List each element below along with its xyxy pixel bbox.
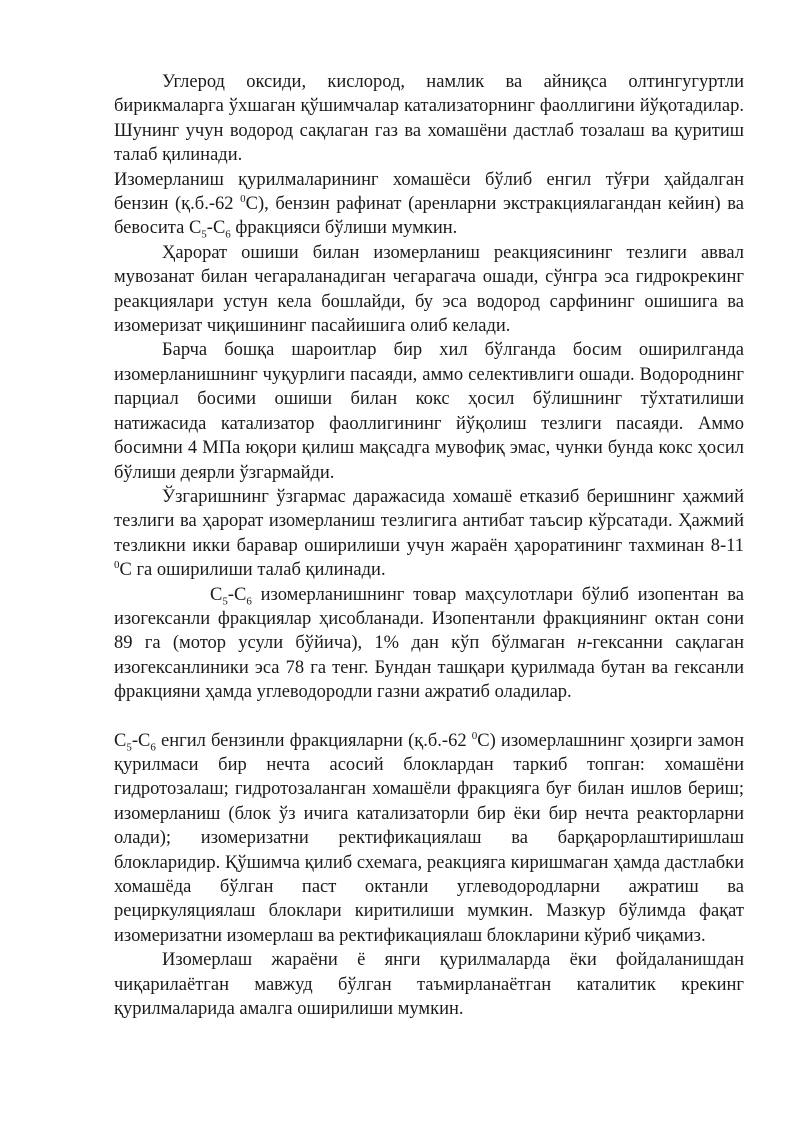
- document-page: [114, 70, 744, 1021]
- paragraph-6: [114, 583, 744, 705]
- paragraph-8: [114, 948, 744, 1021]
- paragraph-2-text-b: С), бензин рафинат (аренларни экстракциялагандан кейин) ва бевосита С: [114, 194, 744, 239]
- degree-superscript: 0: [471, 729, 478, 742]
- paragraph-5-text-a: Ўзгаришнинг ўзгармас даражасида хомашё етказиб беришнинг ҳажмий тезлиги ва ҳарорат изомерланиш тезлигига антибат таъсир кўрсатади. Ҳажмий тезликни икки баравар оширилиши учун жараён ҳароратининг тахминан 8-11: [114, 486, 744, 556]
- paragraph-4-text: Барча бошқа шароитлар бир хил бўлганда босим оширилганда изомерланишнинг чуқурлиги пасаяди, аммо селективлиги ошади. Водороднинг парциал босими ошиши билан кокс ҳосил бўлишнинг тўхтатилиши натижасида катализатор фаоллигининг йўқолиш тезлиги пасаяди. Аммо босимни 4 МПа юқори қилиш мақсадга мувофиқ эмас, чунки бунда кокс ҳосил бўлиши деярли ўзгармайди.: [114, 340, 744, 483]
- paragraph-1-text: Углерод оксиди, кислород, намлик ва айниқса олтингугуртли бирикмаларга ўхшаган қўшимчалар катализаторнинг фаоллигини йўқотадилар. Шунинг учун водород сақлаган газ ва хомашёни дастлаб тозалаш ва қуритиш талаб қилинади.: [114, 72, 744, 166]
- paragraph-4: [114, 338, 744, 484]
- paragraph-6-text-c: изомерланишнинг товар маҳсулотлари бўлиб изопентан ва изогексанли фракциялар ҳисобланади. Изопентанли фракциянинг октан сони 89 га (мотор усули бўйича), 1% дан кўп бўлмаган: [114, 584, 744, 654]
- paragraph-7-text-d: С) изомерлашнинг ҳозирги замон қурилмаси бир нечта асосий блоклардан таркиб топган: хомашёни гидротозалаш; гидротозаланган хомашёли фракцияга буғ билан ишлов бериш; изомерланиш (блок ўз ичига катализаторли бир ёки бир нечта реакторларни олади); изомеризатни ректификациялаш ва барқарорлаштиришлаш блокларидир. Қўшимча қилиб схемага, реакцияга киришмаган ҳамда дастлабки хомашёда бўлган паст октанли углеводородларни ажратиш ва рециркуляциялаш блоклари киритилиши мумкин. Мазкур бўлимда фақат изомеризатни изомерлаш ва ректификациялаш блокларини кўриб чиқамиз.: [114, 730, 744, 946]
- paragraph-2-text-d: фракцияси бўлиши мумкин.: [230, 218, 458, 239]
- paragraph-7-text-c: енгил бензинли фракцияларни (қ.б.-62: [155, 730, 472, 751]
- paragraph-3-text: Ҳарорат ошиши билан изомерланиш реакциясининг тезлиги аввал мувозанат билан чегараланадиган чегарагача ошади, сўнгра эса гидрокрекинг реакциялари устун кела бошлайди, бу эса водород сарфининг ошишига ва изомеризат чиқишининг пасайишига олиб келади.: [114, 242, 744, 337]
- paragraph-3: [114, 241, 744, 339]
- subscript-5: 5: [126, 741, 132, 754]
- degree-superscript: 0: [240, 192, 246, 205]
- paragraph-7-text-b: -С: [131, 730, 151, 751]
- paragraph-7-text-a: С: [114, 730, 127, 751]
- degree-superscript: 0: [114, 558, 120, 571]
- italic-n: н: [577, 633, 587, 654]
- paragraph-1: [114, 70, 744, 168]
- paragraph-gap: [114, 705, 744, 729]
- subscript-5: 5: [222, 595, 228, 608]
- paragraph-6-text-a: С: [210, 584, 223, 605]
- subscript-6: 6: [246, 595, 252, 608]
- subscript-6: 6: [150, 741, 156, 754]
- paragraph-8-text: Изомерлаш жараёни ё янги қурилмаларда ёки фойдаланишдан чиқарилаётган мавжуд бўлган таъмирланаётган каталитик крекинг қурилмаларида амалга оширилиши мумкин.: [114, 950, 744, 1020]
- paragraph-6-text-d: -гексанни сақлаган изогексанлиники эса 78 га тенг. Бундан ташқари қурилмада бутан ва гексанли фракцияни ҳамда углеводородли газни ажратиб оладилар.: [114, 633, 744, 703]
- subscript-6: 6: [225, 229, 231, 242]
- paragraph-6-text-b: -С: [227, 584, 247, 605]
- paragraph-2-text-c: -С: [206, 218, 226, 239]
- subscript-5: 5: [201, 229, 207, 242]
- paragraph-5: [114, 485, 744, 583]
- paragraph-5-text-b: С га оширилиши талаб қилинади.: [119, 560, 386, 581]
- paragraph-2: [114, 168, 744, 241]
- paragraph-7: [114, 729, 744, 949]
- paragraph-2-text-a: Изомерланиш қурилмаларининг хомашёси бўлиб енгил тўғри ҳайдалган бензин (қ.б.-62: [114, 169, 744, 215]
